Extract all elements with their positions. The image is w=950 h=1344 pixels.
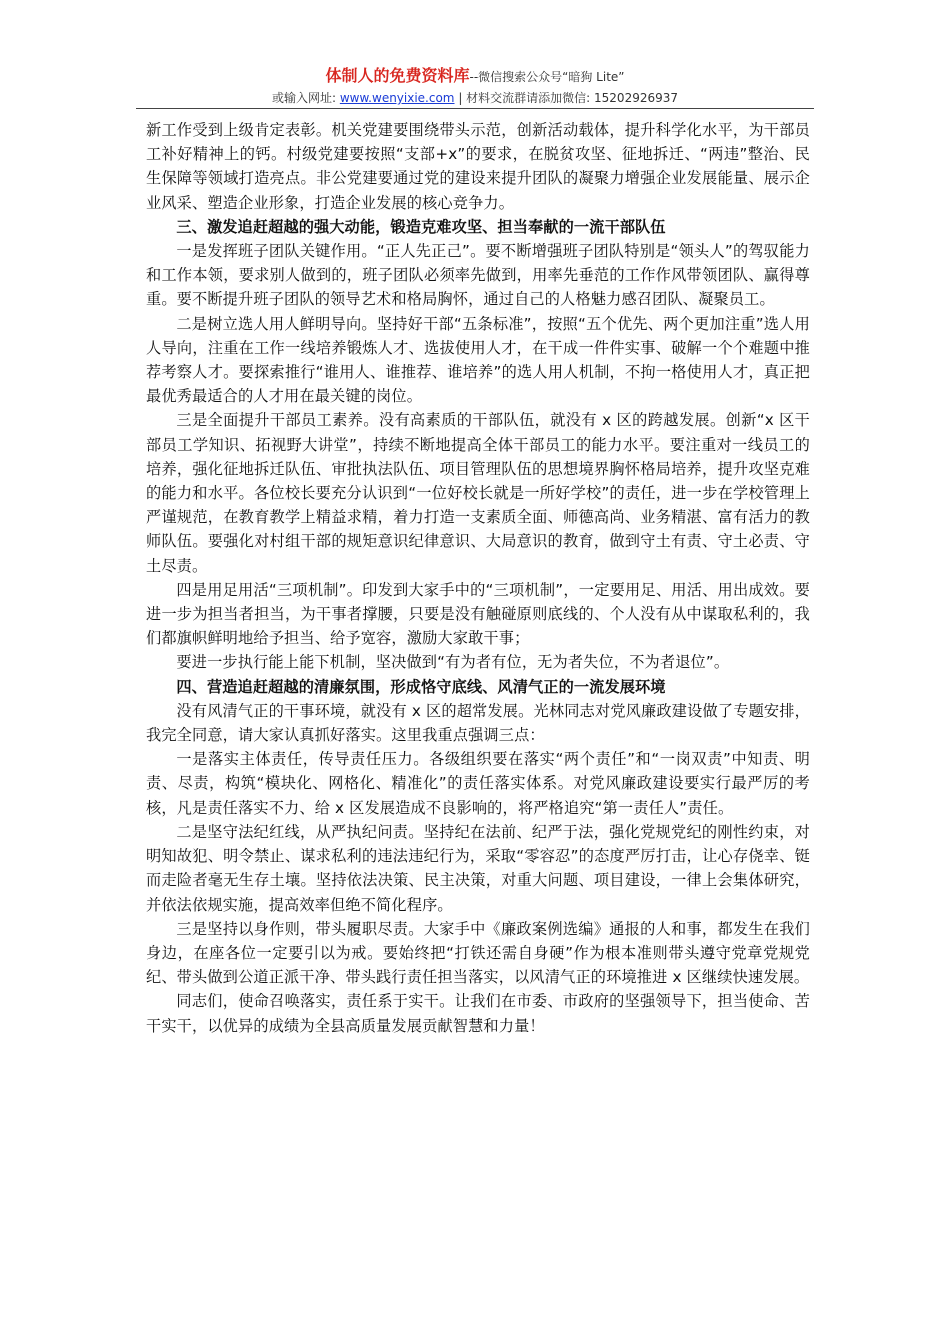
page-header — [0, 66, 950, 107]
body-paragraph: 三是全面提升干部员工素养。没有高素质的干部队伍，就没有 x 区的跨越发展。创新“x 区干部员工学知识、拓视野大讲堂”，持续不断地提高全体干部员工的能力水平。要注重对一线员工的培养，强化征地拆迁队伍、审批执法队伍、项目管理队伍的思想境界胸怀格局培养，提升攻坚克难的能力和水平。各位校长要充分认识到“一位好校长就是一所好学校”的责任，进一步在学校管理上严谨规范，在教育教学上精益求精，着力打造一支素质全面、师德高尚、业务精湛、富有活力的教师队伍。要强化对村组干部的规矩意识纪律意识、大局意识的教育，做到守土有责、守土必责、守土尽责。 — [146, 411, 810, 575]
body-paragraph: 四是用足用活“三项机制”。印发到大家手中的“三项机制”，一定要用足、用活、用出成效。要进一步为担当者担当，为干事者撑腰，只要是没有触碰原则底线的、个人没有从中谋取私利的，我们都旗帜鲜明地给予担当、给予宽容，激励大家敢干事； — [146, 580, 810, 648]
body-paragraph-continued: 新工作受到上级肯定表彰。机关党建要围绕带头示范，创新活动载体，提升科学化水平，为干部员工补好精神上的钙。村级党建要按照“支部+x”的要求，在脱贫攻坚、征地拆迁、“两违”整治、民生保障等领域打造亮点。非公党建要通过党的建设来提升团队的凝聚力增强企业发展能量、展示企业风采、塑造企业形象，打造企业发展的核心竞争力。 — [146, 121, 810, 212]
header-contact-line — [0, 89, 950, 107]
header-website-link[interactable]: www.wenyixie.com — [339, 91, 455, 105]
section-heading-4: 四、营造追赶超越的清廉氛围，形成恪守底线、风清气正的一流发展环境 — [176, 677, 666, 696]
body-paragraph: 一是落实主体责任，传导责任压力。各级组织要在落实“两个责任”和“一岗双责”中知责、明责、尽责，构筑“模块化、网格化、精准化”的责任落实体系。对党风廉政建设要实行最严厉的考核，凡是责任落实不力、给 x 区发展造成不良影响的，将严格追究“第一责任人”责任。 — [146, 750, 810, 817]
header-subtitle: --微信搜索公众号“暗狗 Lite” — [469, 70, 625, 84]
body-paragraph: 一是发挥班子团队关键作用。“正人先正己”。要不断增强班子团队特别是“领头人”的驾驭能力和工作本领，要求别人做到的，班子团队必须率先做到，用率先垂范的工作作风带领团队、赢得尊重。要不断提升班子团队的领导艺术和格局胸怀，通过自己的人格魅力感召团队、凝聚员工。 — [146, 242, 810, 309]
body-paragraph: 没有风清气正的干事环境，就没有 x 区的超常发展。光林同志对党风廉政建设做了专题安排，我完全同意，请大家认真抓好落实。这里我重点强调三点： — [146, 701, 810, 745]
header-title-line — [0, 66, 950, 87]
body-paragraph: 要进一步执行能上能下机制，坚决做到“有为者有位，无为者失位，不为者退位”。 — [176, 653, 730, 672]
closing-paragraph: 同志们，使命召唤落实，责任系于实干。让我们在市委、市政府的坚强领导下，担当使命、苦干实干，以优异的成绩为全县高质量发展贡献智慧和力量！ — [146, 992, 810, 1035]
header-contact: | 材料交流群请添加微信: 15202926937 — [454, 91, 679, 105]
header-url-prefix: 或输入网址: — [271, 91, 340, 105]
document-body — [146, 118, 810, 1038]
header-title: 体制人的免费资料库 — [325, 66, 470, 85]
body-paragraph: 二是树立选人用人鲜明导向。坚持好干部“五条标准”，按照“五个优先、两个更加注重”选人用人导向，注重在工作一线培养锻炼人才、选拔使用人才，在干成一件件实事、破解一个个难题中推荐考察人才。要探索推行“谁用人、谁推荐、谁培养”的选人用人机制，不拘一格使用人才，真正把最优秀最适合的人才用在最关键的岗位。 — [146, 314, 810, 406]
body-paragraph: 三是坚持以身作则，带头履职尽责。大家手中《廉政案例选编》通报的人和事，都发生在我们身边，在座各位一定要引以为戒。要始终把“打铁还需自身硬”作为根本准则带头遵守党章党规党纪、带头做到公道正派干净、带头践行责任担当落实，以风清气正的环境推进 x 区继续快速发展。 — [146, 919, 810, 987]
header-divider — [136, 108, 814, 109]
section-heading-3: 三、激发追赶超越的强大动能，锻造克难攻坚、担当奉献的一流干部队伍 — [176, 217, 666, 236]
body-paragraph: 二是坚守法纪红线，从严执纪问责。坚持纪在法前、纪严于法，强化党规党纪的刚性约束，对明知故犯、明令禁止、谋求私利的违法违纪行为，采取“零容忍”的态度严厉打击，让心存侥幸、铤而走险者毫无生存土壤。坚持依法决策、民主决策，对重大问题、项目建设，一律上会集体研究，并依法依规实施，提高效率但绝不简化程序。 — [146, 822, 810, 914]
